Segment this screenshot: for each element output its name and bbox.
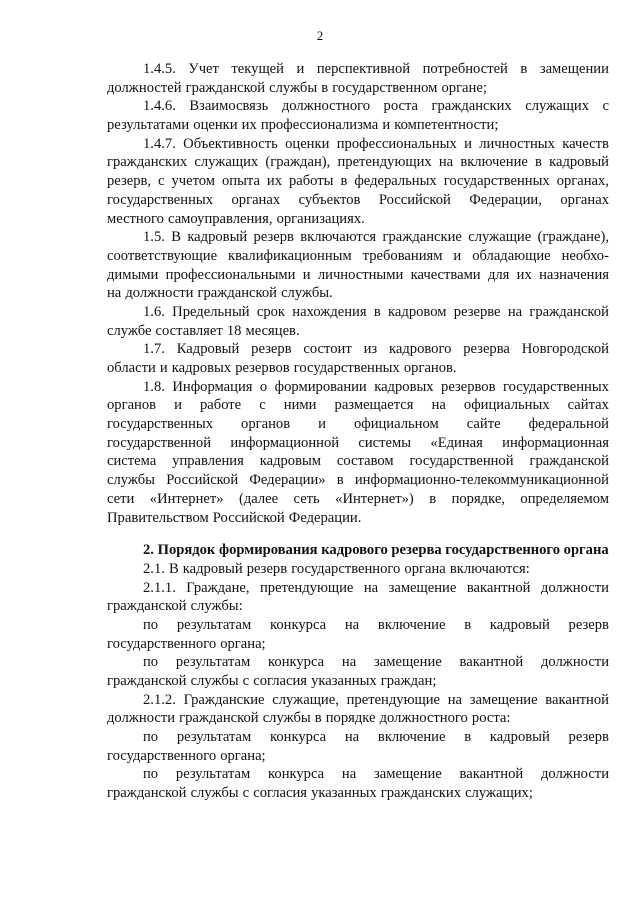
paragraph — [107, 340, 609, 377]
text-line: государственного органа; — [107, 747, 266, 764]
text-line: гражданской службы с согласия указанных граждан; — [107, 673, 437, 689]
paragraph — [107, 135, 609, 228]
text-line: гражданской службы с согласия указанных гражданских служащих; — [107, 785, 533, 802]
text-line: органов и работе с ними размещается на официальных сайтах — [107, 397, 609, 414]
paragraph — [107, 378, 609, 528]
text-line: должности гражданской службы в порядке должностного роста: — [107, 710, 511, 727]
text-line: 1.7. Кадровый резерв состоит из кадрового резерва Новгородской — [143, 341, 609, 358]
section-gap — [107, 527, 609, 541]
text-line: гражданской службы: — [107, 598, 243, 615]
text-line: 1.4.6. Взаимосвязь должностного роста гражданских служащих с — [143, 98, 609, 115]
paragraph — [107, 560, 609, 579]
text-line: государственных органах субъектов Российской Федерации, органах — [107, 191, 609, 208]
paragraph — [107, 60, 609, 97]
text-line: гражданских служащих (граждан), претендующих на включение в кадровый — [107, 154, 609, 171]
text-line: по результатам конкурса на замещение вакантной должности — [143, 766, 609, 783]
text-line: 1.6. Предельный срок нахождения в кадровом резерве на гражданской — [143, 303, 609, 320]
paragraph — [107, 303, 609, 340]
page-number: 2 — [316, 28, 324, 43]
text-line: службе составляет 18 месяцев. — [107, 322, 300, 339]
paragraph — [107, 616, 609, 653]
text-line: 1.5. В кадровый резерв включаются гражданские служащие (граждане), — [143, 229, 609, 246]
text-line: 2.1.1. Граждане, претендующие на замещение вакантной должности — [143, 579, 609, 596]
text-line: результатами оценки их профессионализма и компетентности; — [107, 117, 499, 134]
paragraph — [107, 97, 609, 134]
paragraph — [107, 691, 609, 728]
text-line: 1.4.7. Объективность оценки профессиональных и личностных качеств — [143, 135, 609, 152]
text-line: 2.1. В кадровый резерв государственного органа включаются: — [143, 560, 530, 577]
text-line: государственного органа; — [107, 635, 266, 652]
text-line: соответствующие квалификационным требованиям и обладающие необхо- — [107, 247, 609, 264]
text-line: резерв, с учетом опыта их работы в федеральных государственных органах, — [107, 173, 609, 190]
text-line: 2.1.2. Гражданские служащие, претендующие на замещение вакантной — [143, 691, 609, 708]
paragraph — [107, 579, 609, 616]
text-line: система управления кадровым составом государственной гражданской — [107, 453, 609, 470]
text-line: по результатам конкурса на замещение вакантной должности — [143, 654, 609, 671]
text-line: местного самоуправления, организациях. — [107, 210, 365, 227]
text-line: области и кадровых резервов государственных органов. — [107, 360, 457, 376]
document-body — [107, 60, 609, 803]
text-line: государственных органов и официальном сайте федеральной — [107, 416, 609, 433]
text-line: службы Российской Федерации» в информационно-телекоммуникационной — [107, 472, 609, 489]
paragraph — [107, 765, 609, 802]
paragraph — [107, 228, 609, 303]
text-line: по результатам конкурса на включение в кадровый резерв — [143, 616, 609, 633]
text-line: должностей гражданской службы в государственном органе; — [107, 79, 487, 96]
text-line: 2. Порядок формирования кадрового резерва государственного органа — [143, 542, 609, 559]
section-heading — [107, 541, 609, 560]
text-line: 1.4.5. Учет текущей и перспективной потребностей в замещении — [143, 61, 609, 77]
text-line: по результатам конкурса на включение в кадровый резерв — [143, 729, 609, 746]
text-line: сети «Интернет» (далее сеть «Интернет») в порядке, определяемом — [107, 490, 609, 507]
text-line: 1.8. Информация о формировании кадровых резервов государственных — [143, 378, 609, 395]
text-line: государственной информационной системы «Единая информационная — [107, 434, 609, 451]
paragraph — [107, 653, 609, 690]
text-line: Правительством Российской Федерации. — [107, 509, 362, 526]
paragraph — [107, 728, 609, 765]
text-line: на должности гражданской службы. — [107, 285, 333, 302]
text-line: димыми профессиональными и личностными качествами для их назначения — [107, 266, 609, 283]
